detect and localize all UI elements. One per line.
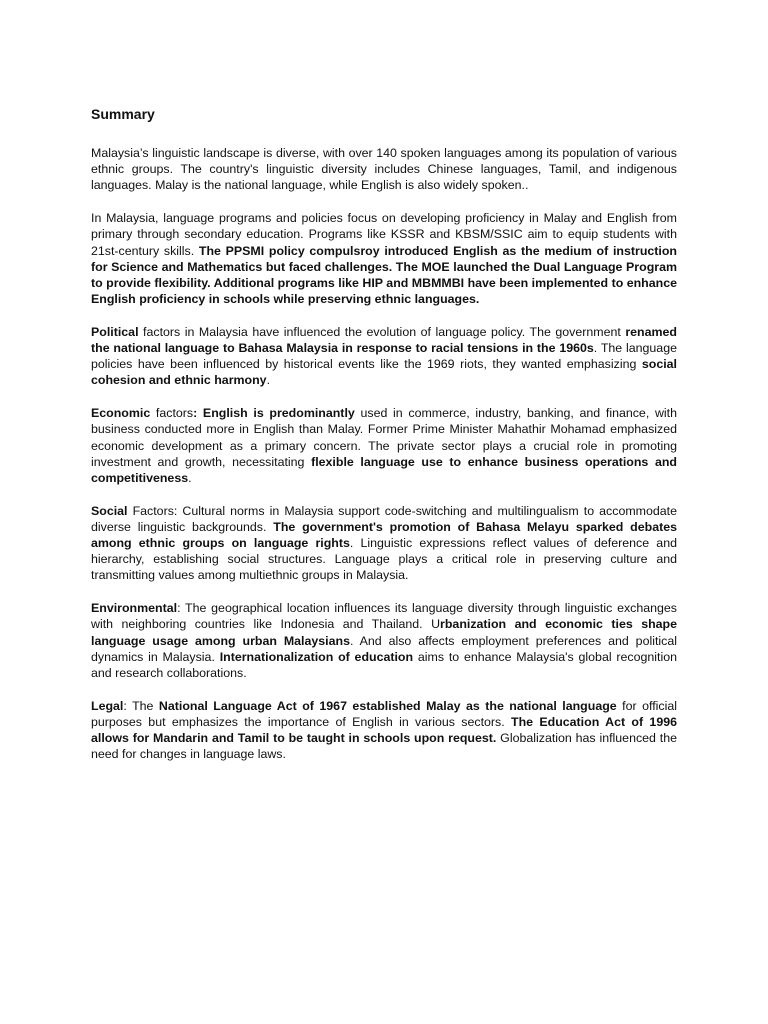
text-run: . [188, 470, 192, 485]
text-run: . Linguistic expressions reflect values of deference and hierarchy, establishing social structures. Language plays a critical role in preserving culture and transmitting values among multiethnic groups in Malaysia. [91, 536, 677, 583]
paragraph [91, 210, 677, 307]
document-body [91, 105, 677, 779]
bold-text-run: The PPSMI policy compulsroy introduced English as the medium of instruction for Science and Mathematics but faced challenges. The MOE launched the Dual Language Program to provide flexibility. Additional programs like HIP and MBMMBI have been implemented to enhance English proficiency in schools while preserving ethnic languages. [91, 243, 677, 307]
bold-text-run: social cohesion and ethnic harmony [91, 357, 677, 388]
paragraph [91, 145, 677, 194]
text-run: used in commerce, industry, banking, and finance, with business conducted more in English than Malay. Former Prime Minister Mahathir Mohamad emphasized economic development as a primary concern. The private sector plays a crucial role in promoting investment and growth, necessitating [91, 406, 677, 469]
text-run: Globalization has influenced the need for changes in language laws. [91, 731, 677, 762]
bold-text-run: Internationalization of education [219, 649, 414, 664]
bold-text-run: renamed the national language to Bahasa Malaysia in response to racial tensions in the 1960s [91, 324, 677, 356]
bold-text-run: The Education Act of 1996 allows for Mandarin and Tamil to be taught in schools upon request. [91, 714, 677, 746]
text-run: . And also affects employment preferences and political dynamics in Malaysia. [91, 633, 677, 664]
bold-text-run: Social [91, 503, 128, 518]
text-run: for official purposes but emphasizes the importance of English in various sectors. [91, 698, 677, 729]
paragraph [91, 600, 677, 681]
bold-text-run: Economic [91, 406, 151, 421]
paragraph [91, 698, 677, 763]
bold-text-run: Legal [91, 698, 124, 713]
paragraph [91, 503, 677, 584]
paragraph [91, 324, 677, 389]
bold-text-run: The government's promotion of Bahasa Melayu sparked debates among ethnic groups on language rights [91, 519, 677, 551]
text-run: aims to enhance Malaysia's global recognition and research collaborations. [91, 649, 677, 680]
paragraph [91, 405, 677, 486]
text-run: : The [123, 698, 159, 713]
bold-text-run: Political [91, 324, 139, 339]
text-run: Malaysia’s linguistic landscape is diverse, with over 140 spoken languages among its population of various ethnic groups. The country's linguistic diversity includes Chinese languages, Tamil, and indigenous languages. Malay is the national language, while English is also widely spoken.. [91, 146, 677, 193]
text-run: factors in Malaysia have influenced the evolution of language policy. The government [138, 324, 626, 339]
bold-text-run: National Language Act of 1967 established Malay as the national language [158, 698, 617, 713]
text-run: : The geographical location influences its language diversity through linguistic exchanges with neighboring countries like Indonesia and Thailand. U [91, 601, 677, 632]
text-run: . The language policies have been influenced by historical events like the 1969 riots, they wanted emphasizing [91, 341, 677, 372]
text-run: Factors: Cultural norms in Malaysia support code-switching and multilingualism to accommodate diverse linguistic backgrounds. [91, 503, 677, 534]
bold-text-run: Environmental [91, 601, 178, 616]
bold-text-run: rbanization and economic ties shape language usage among urban Malaysians [91, 617, 678, 648]
bold-text-run: flexible language use to enhance business operations and competitiveness [91, 454, 677, 485]
text-run: In Malaysia, language programs and policies focus on developing proficiency in Malay and English from primary through secondary education. Programs like KSSR and KBSM/SSIC aim to equip students with 21st-century skills. [91, 211, 677, 258]
text-run: factors [150, 406, 194, 421]
paragraph-list [91, 145, 677, 763]
text-run: . [266, 373, 271, 388]
summary-heading: Summary [91, 106, 155, 122]
bold-text-run: : English is predominantly [193, 406, 355, 421]
